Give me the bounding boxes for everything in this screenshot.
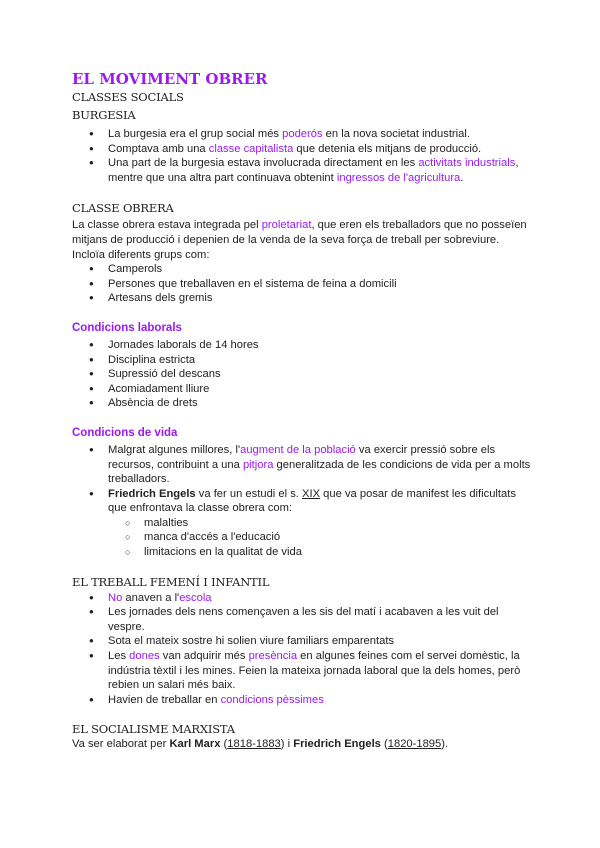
highlight: ingressos de l'agricultura [336, 171, 461, 184]
section-heading-classe-obrera: CLASSE OBRERA [72, 201, 174, 216]
highlight: escola [179, 591, 212, 604]
list-item: ● Friedrich Engels va fer un estudi el s. XIX que va posar de manifest les dificultats que enfrontava la classe obrera com: ○ malalties ○ manca d'accés a l'educació ○ limitacions en la qualitat de vida [72, 487, 532, 560]
highlight: pitjora [242, 458, 274, 471]
page-title: EL MOVIMENT OBRER [72, 70, 268, 88]
list-item: ● Les jornades dels nens començaven a les sis del matí i acabaven a les vuit del vespre. [72, 605, 532, 634]
list-item: ● Supressió del descans [72, 367, 532, 382]
highlight: classe capitalista [208, 142, 294, 155]
condicions-laborals-list [72, 338, 532, 411]
list-item: ● Acomiadament lliure [72, 382, 532, 397]
list-item: ● Havien de treballar en condicions pèssimes [72, 693, 532, 708]
heading-condicions-vida: Condicions de vida [72, 426, 178, 439]
treball-list [72, 591, 532, 708]
list-item: ● Jornades laborals de 14 hores [72, 338, 532, 353]
section-heading-classes-socials: CLASSES SOCIALS [72, 90, 184, 104]
section-heading-socialisme: EL SOCIALISME MARXISTA [72, 722, 235, 737]
list-item: ● Sota el mateix sostre hi solien viure familiars emparentats [72, 634, 532, 649]
section-heading-burgesia: BURGESIA [72, 108, 136, 122]
condicions-vida-list [72, 443, 532, 560]
classe-obrera-paragraph: La classe obrera estava integrada pel proletariat, que eren els treballadors que no posseïen mitjans de producció i depenien de la venda de la seva força de treball per sobreviure. Incloïa diferents grups com: [72, 219, 527, 261]
burgesia-list [72, 127, 532, 185]
highlight: poderós [282, 128, 323, 140]
highlight: augment de la població [240, 443, 356, 456]
list-item: ● Les dones van adquirir més presència en algunes feines com el servei domèstic, la indústria tèxtil i les mines. Feien la mateixa jornada laboral que la dels homes, però rebien un salari més baix. [72, 649, 532, 693]
highlight: presència [248, 650, 298, 663]
list-item: ● La burgesia era el grup social més poderós en la nova societat industrial. [72, 127, 532, 142]
highlight: proletariat [261, 219, 312, 232]
highlight: activitats industrials [418, 157, 516, 170]
highlight: condicions pèssimes [220, 693, 324, 706]
list-item: ● Persones que treballaven en el sistema de feina a domicili [72, 277, 532, 292]
list-item: ● Artesans dels gremis [72, 291, 532, 306]
list-item: ● No anaven a l'escola [72, 591, 532, 606]
sub-list-item: ○ limitacions en la qualitat de vida [72, 545, 532, 560]
document-body [72, 70, 532, 752]
list-item: ● Una part de la burgesia estava involucrada directament en les activitats industrials, mentre que una altra part continuava obtenint ingressos de l'agricultura. [72, 156, 532, 185]
highlight: No [108, 591, 123, 604]
heading-condicions-laborals: Condicions laborals [72, 321, 182, 334]
list-item: ● Disciplina estricta [72, 353, 532, 368]
list-item: ● Malgrat algunes millores, l'augment de la població va exercir pressió sobre els recursos, contribuint a una pitjora generalitzada de les condicions de vida per a molts treballadors. [72, 443, 532, 487]
section-heading-treball: EL TREBALL FEMENÍ I INFANTIL [72, 574, 270, 589]
list-item: ● Absència de drets [72, 396, 532, 411]
sublist [108, 516, 532, 560]
list-item: ● Camperols [72, 262, 532, 277]
highlight: dones [129, 650, 160, 663]
list-item: ● Comptava amb una classe capitalista que detenia els mitjans de producció. [72, 142, 532, 157]
sub-list-item: ○ malalties [72, 516, 532, 531]
sub-list-item: ○ manca d'accés a l'educació [72, 530, 532, 545]
groups-list [72, 262, 532, 306]
socialisme-paragraph: Va ser elaborat per Karl Marx (1818-1883) i Friedrich Engels (1820-1895). [72, 738, 449, 751]
